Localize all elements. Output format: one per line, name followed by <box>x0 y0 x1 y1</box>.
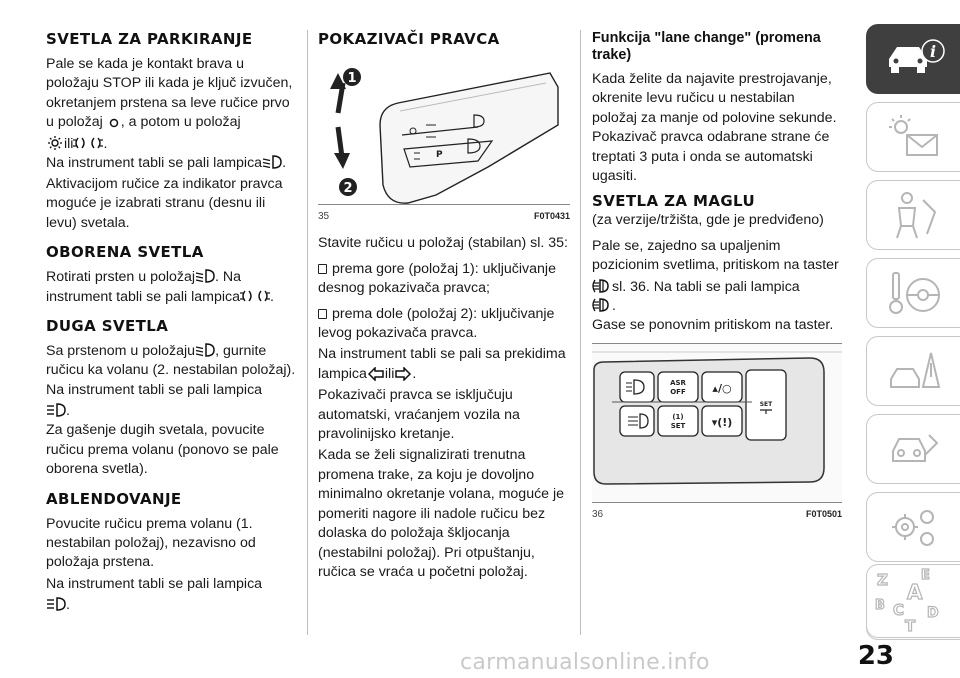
paragraph: Pale se kada je kontakt brava u položaju STOP ili kada je ključ izvučen, okretanjem prstena sa leve ručice prvo u položaj , a potom u položaj <box>46 56 293 131</box>
svg-text:▾(!): ▾(!) <box>711 416 733 430</box>
tab-technical-data[interactable] <box>866 492 960 562</box>
figure-36-caption: 36 F0T0501 <box>592 509 842 521</box>
heading-fog-lights: SVETLA ZA MAGLU <box>592 192 756 211</box>
stalk-illustration <box>318 55 570 205</box>
asr-off-button <box>658 372 698 402</box>
low-beam-icon <box>262 154 282 170</box>
paragraph: Na instrument tabli se pali lampica <box>46 575 263 592</box>
paragraph: Gase se ponovnim pritiskom na taster. <box>592 316 834 333</box>
bullet-item: prema dole (položaj 2): uključivanje levog pokazivača pravca. <box>318 305 555 342</box>
paragraph: Aktivacijom ručice za indikator pravca moguće je izabrati stranu (desnu ili levu) svetala. <box>46 176 283 231</box>
warning-lights-icon <box>885 113 943 161</box>
column-3 <box>592 28 842 532</box>
heading-low-beams: OBORENA SVETLA <box>46 243 204 262</box>
paragraph: Rotirati prsten u položaj . Na instrument tabli se pali lampica . <box>46 269 274 305</box>
index-icon <box>867 565 959 637</box>
svg-text:E: E <box>921 568 930 583</box>
fog-light-button <box>620 372 654 402</box>
safety-icon <box>885 190 943 240</box>
tab-car-info[interactable] <box>866 24 960 94</box>
page-number: 23 <box>857 641 894 671</box>
svg-text:SET: SET <box>670 422 686 431</box>
svg-text:(1): (1) <box>672 413 684 422</box>
high-beam-icon <box>46 402 66 418</box>
svg-text:▴/○: ▴/○ <box>712 382 732 396</box>
paragraph: Na instrument tabli se pali lampica . <box>46 154 287 171</box>
side-lights-icon <box>240 288 270 304</box>
paragraph: Kada želite da najavite prestrojavanje, okrenite levu ručicu u nestabilan položaj za manje od polovine sekunde. Pokazivač pravca odabrane strane će treptati 3 puta i onda se automatski ugasiti. <box>592 71 837 185</box>
button-panel-illustration <box>592 344 842 504</box>
tab-index[interactable] <box>866 564 960 638</box>
paragraph: Pale se, zajedno sa upaljenim pozicionim svetlima, pritiskom na taster <box>592 237 839 274</box>
fog-light-icon <box>592 297 612 313</box>
paragraph: . <box>46 402 296 421</box>
watermark: carmanualsonline.info <box>460 650 710 675</box>
position-light-ring-icon <box>107 117 121 129</box>
svg-text:ASR: ASR <box>670 379 686 388</box>
heading-high-beams: DUGA SVETLA <box>46 317 169 336</box>
callout-2-label: 2 <box>343 181 353 196</box>
paragraph: . <box>46 596 296 615</box>
paragraph: sl. 36. Na tabli se pali lampica <box>592 278 842 297</box>
paragraph: Na instrument tabli se pali sa prekidima lampica ili . <box>318 346 566 382</box>
svg-text:OFF: OFF <box>670 388 686 397</box>
maintenance-icon <box>885 425 943 473</box>
figure-36-button-panel <box>592 343 842 503</box>
parking-light-sun-icon <box>46 135 64 151</box>
side-lights-icon <box>73 135 103 151</box>
column-divider <box>580 30 581 635</box>
emergency-icon <box>885 347 943 395</box>
svg-text:T: T <box>905 617 916 635</box>
tab-safety[interactable] <box>866 180 960 250</box>
svg-text:D: D <box>927 605 939 621</box>
column-divider <box>307 30 308 635</box>
svg-text:i: i <box>929 42 936 61</box>
callout-1-label: 1 <box>347 71 357 86</box>
heading-flashing: ABLENDOVANJE <box>46 489 182 508</box>
fog-light-icon <box>592 278 612 294</box>
tab-warning-lights[interactable] <box>866 102 960 172</box>
paragraph: Stavite ručicu u položaj (stabilan) sl. 35: <box>318 235 568 252</box>
bullet-marker <box>318 264 327 274</box>
paragraph: Pokazivači pravca se isključuju automatski, vraćanjem vozila na pravolinijsko kretanje. <box>318 387 520 443</box>
paragraph: Za gašenje dugih svetala, povucite ručicu prema volanu (ponovo se pale oborena svetla). <box>46 422 279 478</box>
paragraph: Sa prstenom u položaju , gurnite ručicu ka volanu (2. nestabilan položaj). Na instrument tabli se pali lampica <box>46 343 296 398</box>
heading-lane-change: Funkcija "lane change" (promena trake) <box>592 30 821 63</box>
heading-turn-signals: POKAZIVAČI PRAVCA <box>318 30 500 48</box>
paragraph: . <box>592 297 842 316</box>
car-info-icon <box>883 37 945 81</box>
technical-data-icon <box>885 503 943 551</box>
figure-35-stalk <box>318 55 570 205</box>
low-beam-icon <box>195 268 215 284</box>
column-1 <box>46 28 296 615</box>
low-beam-icon <box>195 342 215 358</box>
tab-maintenance[interactable] <box>866 414 960 484</box>
turn-left-arrow-icon <box>367 367 385 381</box>
heading-parking-lights: SVETLA ZA PARKIRANJE <box>46 30 253 48</box>
tab-emergency[interactable] <box>866 336 960 406</box>
paragraph: Povucite ručicu prema volanu (1. nestabilan položaj), nezavisno od položaja prstena. <box>46 515 256 571</box>
paragraph: (za verzije/tržišta, gde je predviđeno) <box>592 212 824 229</box>
bullet-marker <box>318 309 327 319</box>
speed-set-button <box>658 406 698 436</box>
high-beam-icon <box>46 596 66 612</box>
svg-text:A: A <box>907 580 923 604</box>
svg-text:Z: Z <box>877 571 888 589</box>
bullet-item: prema gore (položaj 1): uključivanje desnog pokazivača pravca; <box>318 260 556 297</box>
svg-text:P: P <box>436 150 443 160</box>
figure-35-caption: 35 F0T0431 <box>318 211 570 222</box>
paragraph: Kada se želi signalizirati trenutna promena trake, za koju je dovoljno minimalno okretanje volana, moguće je pomeriti nagore ili nadole ručicu bez dolaska do položaja škljocanja (nestabilni položaj). Pri otpuštanju, ručica se vraća u početni položaj. <box>318 447 565 580</box>
tab-starting-driving[interactable] <box>866 258 960 328</box>
svg-text:C: C <box>893 601 905 619</box>
column-2 <box>318 28 570 584</box>
svg-text:B: B <box>875 598 885 613</box>
starting-driving-icon <box>885 269 943 317</box>
svg-text:SET: SET <box>759 401 773 409</box>
paragraph: ili . <box>46 135 296 154</box>
turn-right-arrow-icon <box>394 367 412 381</box>
